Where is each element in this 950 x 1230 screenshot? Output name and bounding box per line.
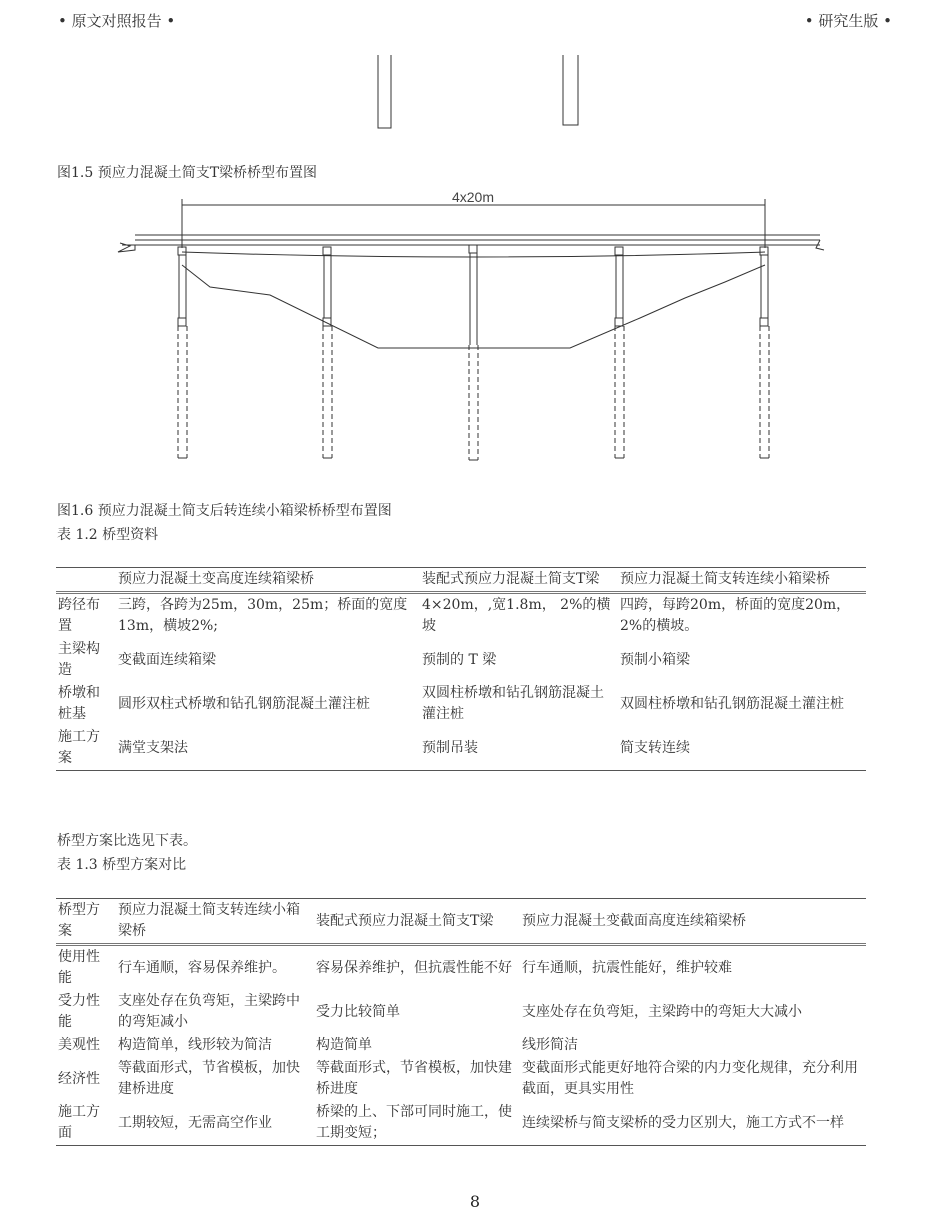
figure-1-5-caption: 图1.5 预应力混凝土简支T梁桥桥型布置图 bbox=[57, 165, 318, 181]
table-cell: 支座处存在负弯矩，主梁跨中的弯矩减小 bbox=[118, 993, 300, 1030]
row-label: 跨径布置 bbox=[58, 597, 100, 634]
row-label: 施工方面 bbox=[56, 1101, 116, 1146]
table-cell: 受力比较简单 bbox=[316, 1003, 400, 1020]
table-header-cell: 装配式预应力混凝土简支T梁 bbox=[314, 899, 520, 945]
row-label: 经济性 bbox=[58, 1070, 100, 1087]
table-cell: 简支转连续 bbox=[618, 726, 866, 771]
table-cell: 预制吊装 bbox=[420, 726, 618, 771]
table-row bbox=[56, 945, 866, 991]
paragraph-text: 桥型方案比选见下表。 bbox=[57, 833, 197, 849]
table-header-cell: 预应力混凝土变截面高度连续箱梁桥 bbox=[520, 899, 866, 945]
table-1-2-caption: 表 1.2 桥型资料 bbox=[57, 527, 159, 543]
table-cell: 满堂支架法 bbox=[116, 726, 420, 771]
table-header-cell: 预应力混凝土简支转连续小箱梁桥 bbox=[116, 899, 314, 945]
figure-1-6-caption: 图1.6 预应力混凝土简支后转连续小箱梁桥桥型布置图 bbox=[57, 503, 392, 519]
pier-1 bbox=[178, 247, 187, 458]
table-row bbox=[56, 593, 866, 639]
table-cell: 预制的 T 梁 bbox=[422, 651, 497, 668]
row-label: 主梁构造 bbox=[58, 641, 100, 678]
row-label: 桥墩和桩基 bbox=[58, 685, 100, 722]
pier-4 bbox=[615, 247, 624, 458]
pier-3 bbox=[469, 245, 478, 460]
page-number: 8 bbox=[469, 1192, 481, 1211]
table-cell: 三跨，各跨为25m，30m，25m；桥面的宽度13m，横坡2%; bbox=[118, 597, 408, 634]
table-cell: 工期较短，无需高空作业 bbox=[116, 1101, 314, 1146]
table-cell: 圆形双柱式桥墩和钻孔钢筋混凝土灌注桩 bbox=[118, 695, 370, 712]
table-header-cell: 预应力混凝土变高度连续箱梁桥 bbox=[116, 568, 420, 593]
row-label: 美观性 bbox=[58, 1037, 100, 1053]
table-row bbox=[56, 1057, 866, 1101]
table-row bbox=[56, 1034, 866, 1057]
table-header-row bbox=[56, 568, 866, 593]
table-cell: 双圆柱桥墩和钻孔钢筋混凝土灌注桩 bbox=[620, 695, 844, 712]
pier-2 bbox=[323, 247, 332, 458]
table-cell: 双圆柱桥墩和钻孔钢筋混凝土灌注桩 bbox=[422, 685, 604, 722]
row-label: 受力性能 bbox=[58, 993, 100, 1030]
table-1-3 bbox=[56, 898, 866, 1146]
table-1-3-caption: 表 1.3 桥型方案对比 bbox=[57, 857, 187, 873]
table-cell: 等截面形式，节省模板，加快建桥进度 bbox=[316, 1060, 512, 1097]
row-label: 施工方案 bbox=[56, 726, 116, 771]
table-cell: 容易保养维护，但抗震性能不好 bbox=[316, 959, 512, 976]
table-cell: 变截面形式能更好地符合梁的内力变化规律，充分利用截面，更具实用性 bbox=[522, 1060, 858, 1097]
table-cell: 行车通顺，容易保养维护。 bbox=[118, 959, 286, 976]
table-cell: 预制小箱梁 bbox=[620, 651, 690, 668]
table-cell: 构造简单 bbox=[316, 1037, 372, 1053]
table-row bbox=[56, 682, 866, 726]
table-row bbox=[56, 726, 866, 771]
pier-5 bbox=[760, 247, 769, 458]
table-row bbox=[56, 1101, 866, 1146]
table-header-cell bbox=[56, 568, 116, 593]
table-cell: 行车通顺，抗震性能好，维护较难 bbox=[522, 959, 732, 976]
table-cell: 连续梁桥与简支梁桥的受力区别大，施工方式不一样 bbox=[520, 1101, 866, 1146]
table-header-cell: 桥型方案 bbox=[56, 899, 116, 945]
report-header-left: • 原文对照报告 • bbox=[58, 12, 176, 30]
figure-1-6-drawing bbox=[118, 199, 824, 460]
table-row bbox=[56, 638, 866, 682]
table-cell: 4×20m，,宽1.8m， 2%的横坡 bbox=[422, 597, 611, 634]
table-header-row bbox=[56, 899, 866, 945]
report-header-right: • 研究生版 • bbox=[804, 12, 892, 30]
table-1-2 bbox=[56, 567, 866, 771]
figure-1-5-drawing bbox=[378, 55, 578, 128]
table-header-cell: 装配式预应力混凝土简支T梁 bbox=[420, 568, 618, 593]
table-cell: 支座处存在负弯矩，主梁跨中的弯矩大大减小 bbox=[522, 1003, 802, 1020]
table-cell: 变截面连续箱梁 bbox=[118, 651, 216, 668]
table-header-cell: 预应力混凝土简支转连续小箱梁桥 bbox=[618, 568, 866, 593]
span-dimension-label: 4x20m bbox=[451, 189, 495, 205]
table-cell: 构造简单，线形较为简洁 bbox=[118, 1037, 272, 1053]
row-label: 使用性能 bbox=[58, 949, 100, 986]
table-row bbox=[56, 990, 866, 1034]
table-cell: 桥梁的上、下部可同时施工，使工期变短； bbox=[314, 1101, 520, 1146]
table-cell: 四跨，每跨20m，桥面的宽度20m，2%的横坡。 bbox=[620, 597, 851, 634]
table-cell: 等截面形式，节省模板，加快建桥进度 bbox=[118, 1060, 300, 1097]
table-cell: 线形简洁 bbox=[522, 1037, 578, 1053]
